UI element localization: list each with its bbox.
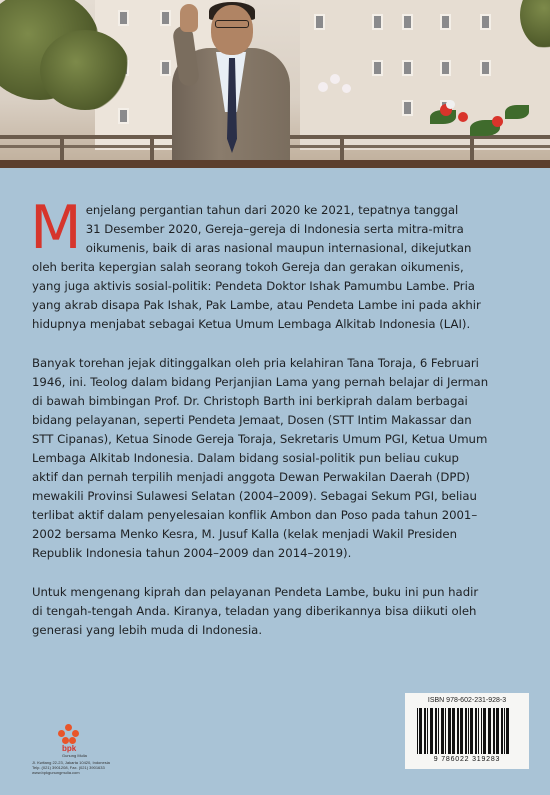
publisher-logo-text: bpk [62,744,77,753]
barcode-bar [465,708,467,754]
barcode-bar [475,708,477,754]
window [118,10,129,26]
orchid [342,84,351,93]
window [480,14,491,30]
window [160,60,171,76]
text-line: bidang pelayanan, seperti Pendeta Jemaat, Dosen (STT Intim Makassar dan [32,413,472,427]
barcode-bar [419,708,422,754]
man-waving-hand [180,4,198,32]
window [480,60,491,76]
orchid [318,82,328,92]
isbn-label: ISBN 978-602-231-928-3 [427,697,507,704]
isbn-barcode [405,693,529,769]
barcode-bar [496,708,499,754]
man-glasses [215,20,249,28]
barcode-bar [506,708,509,754]
barcode-bar [430,708,433,754]
barcode-bar [438,708,439,754]
window [402,100,413,116]
window [372,60,383,76]
text-line: aktif dan pernah terpilih menjadi anggota Dewan Perwakilan Daerah (DPD) [32,470,470,484]
cover-photo [0,0,550,168]
text-line: Republik Indonesia tahun 2004–2009 dan 2014–2019). [32,546,352,560]
text-line: mewakili Provinsi Sulawesi Selatan (2004–2009). Sebagai Sekum PGI, beliau [32,489,477,503]
dropcap: M [30,193,82,263]
text-line: oikumenis, baik di aras nasional maupun internasional, dikejutkan [85,241,472,255]
barcode-bar [483,708,486,754]
barcode-bar [452,708,455,754]
address-line: www.bpkgunungmulia.com [32,770,80,775]
barcode-bar [470,708,473,754]
address-line: Telp. (021) 3901208, Fax. (021) 3901633 [32,765,105,770]
flower [492,116,503,127]
window [118,108,129,124]
barcode-bar [488,708,491,754]
text-line: yang akrab disapa Pak Ishak, Pak Lambe, atau Pendeta Lambe ini pada akhir [32,298,481,312]
barcode-bar [457,708,459,754]
text-line: di bawah bimbingan Prof. Dr. Christoph Barth ini berkiprah dalam berbagai [32,394,468,408]
barcode-bar [460,708,463,754]
publisher-sub-text: Gunung Mulia [62,753,87,758]
text-line: Untuk mengenang kiprah dan pelayanan Pendeta Lambe, buku ini pun hadir [32,585,479,599]
window [440,60,451,76]
barcode-bar [478,708,479,754]
barcode-bar [501,708,503,754]
publisher-name [62,744,87,758]
barcode-bar [417,708,418,754]
man-head [211,5,253,55]
barcode-bars [417,708,521,754]
window [314,14,325,30]
text-line: 31 Desember 2020, Gereja–gereja di Indonesia serta mitra-mitra [85,222,464,236]
barcode-number: 9 786022 319283 [433,756,501,763]
text-line: oleh berita kepergian salah seorang tokoh Gereja dan gerakan oikumenis, [32,260,464,274]
barcode-bar [468,708,469,754]
leaf [505,105,529,119]
text-line: 2002 bersama Menko Kesra, M. Jusuf Kalla (kelak menjadi Wakil Presiden [32,527,457,541]
tree [40,30,130,110]
address-line: Jl. Kwitang 22-23, Jakarta 10420, Indonesia [32,760,110,765]
window [440,14,451,30]
flower [446,100,455,109]
text-line: Banyak torehan jejak ditinggalkan oleh pria kelahiran Tana Toraja, 6 Februari [32,356,479,370]
barcode-bar [427,708,428,754]
paragraph-closing [32,583,522,640]
text-line: STT Cipanas), Ketua Sinode Gereja Toraja, Sekretaris Umum PGI, Ketua Umum [32,432,488,446]
text-line: di tengah-tengah Anda. Kiranya, teladan yang diberikannya bisa diikuti oleh [32,604,477,618]
publisher-logo-icon [58,724,80,746]
flower [458,112,468,122]
text-line: enjelang pergantian tahun dari 2020 ke 2021, tepatnya tanggal [85,203,459,217]
barcode-bar [424,708,426,754]
text-line: 1946, ini. Teolog dalam bidang Perjanjian Lama yang pernah belajar di Jerman [32,375,489,389]
paragraph-intro [30,193,522,334]
text-line: terlibat aktif dalam penyelesaian konflik Ambon dan Poso pada tahun 2001– [32,508,478,522]
paragraph-biography [32,354,522,563]
barcode-bar [504,708,505,754]
barcode-bar [448,708,451,754]
barcode-bar [435,708,437,754]
barcode-bar [445,708,446,754]
text-line: generasi yang lebih muda di Indonesia. [32,623,263,637]
text-line: hidupnya menjabat sebagai Ketua Umum Lembaga Alkitab Indonesia (LAI). [32,317,471,331]
window [372,14,383,30]
blurb-text [30,193,522,660]
orchid [330,74,340,84]
balcony-ledge [0,160,550,168]
barcode-bar [493,708,495,754]
window [160,10,171,26]
barcode-bar [441,708,444,754]
publisher-address [32,760,152,775]
text-line: Lembaga Alkitab Indonesia. Dalam bidang sosial-politik pun beliau cukup [32,451,459,465]
barcode-bar [481,708,482,754]
text-line: yang juga aktivis sosial-politik: Pendeta Doktor Ishak Pamumbu Lambe. Pria [32,279,475,293]
window [402,60,413,76]
window [402,14,413,30]
